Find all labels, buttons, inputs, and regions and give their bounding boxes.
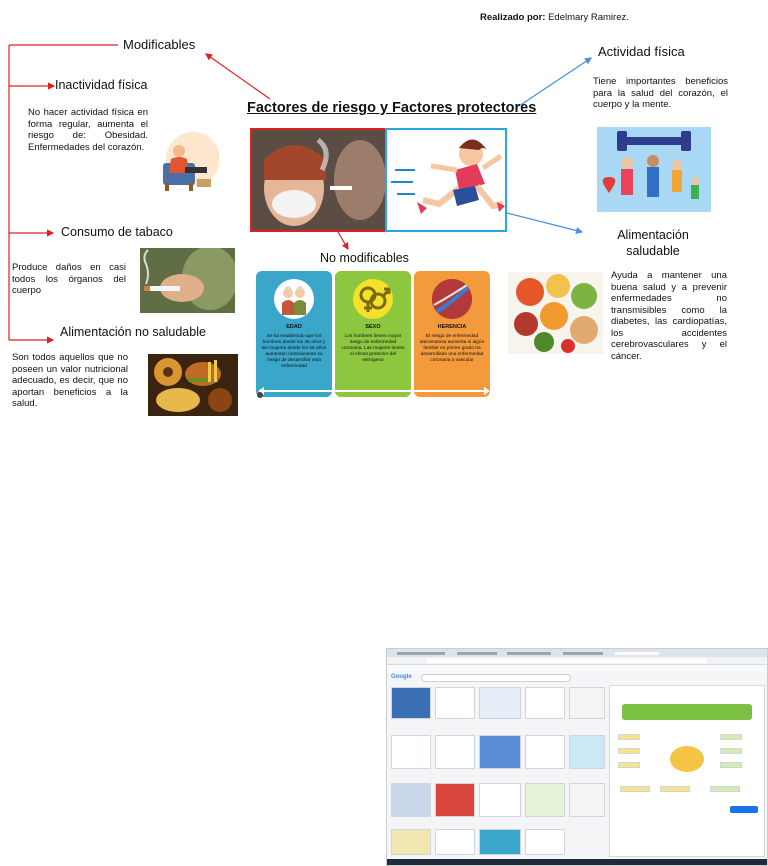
author-name: Edelmary Ramirez. [548,12,629,23]
couch-person-illustration [157,123,219,193]
panel-edad [256,271,332,397]
no-modificables-heading: No modificables [320,251,409,265]
actividad-text: Tiene importantes beneficios para la salud del corazón, el cuerpo y la mente. [593,76,728,110]
google-logo: Google [391,674,412,680]
smoking-people-photo [250,128,387,232]
panel-sexo-title: SEXO [365,324,381,330]
browser-tabbar [387,649,768,657]
browser-bookmarks-bar [387,665,768,673]
arrow-to-modificables [206,54,270,99]
alimentacion-saludable-title: Alimentación saludable [617,228,689,258]
tabaco-title: Consumo de tabaco [61,225,173,239]
taskbar [387,859,768,866]
arrow-to-no-modificables [338,232,348,249]
author-label: Realizado por: [480,12,546,23]
running-woman-illustration [385,128,507,232]
fitness-family-illustration [597,127,711,212]
modificables-heading: Modificables [123,37,196,52]
main-title: Factores de riesgo y Factores protectores [247,100,537,116]
alimentacion-no-text: Son todos aquellos que no poseen un valor nutricional adecuado, es decir, que no aportan beneficios a la salud. [12,352,128,409]
visit-button[interactable] [730,806,758,813]
image-search-box[interactable] [421,674,571,682]
panel-edad-text: Se ha establecido que los hombres desde los 45 años y las mujeres desde los 55 años aumentan notoriamente su riesgo de desarrollar esta enfermedad [261,334,327,369]
arrow-to-actividad [519,58,591,106]
smoking-hand-photo [140,248,235,313]
junk-food-photo [148,354,238,416]
panel-sexo [335,271,411,397]
panel-sexo-text: Los hombres tienen mayor riesgo de enfermedad coronaria. Las mujeres tienen el efecto protector del estrógeno [341,334,405,363]
central-image [250,128,507,232]
author-line [480,12,629,23]
browser-screenshot [386,648,768,866]
image-preview-panel [609,685,765,857]
panel-edad-title: EDAD [286,324,302,330]
panels-double-arrow [254,384,494,398]
alimentacion-saludable-text: Ayuda a mantener una buena salud y a prevenir enfermedades no transmisibles como la diabetes, las cardiopatías, los accidentes cerebrovasculares y el cáncer. [611,270,727,362]
arrow-to-alimentacion [507,213,582,232]
elderly-couple-icon [274,279,314,319]
inactividad-title: Inactividad física [55,78,148,92]
tabaco-text: Produce daños en casi todos los órganos del cuerpo [12,262,126,296]
panel-herencia [414,271,490,397]
actividad-title: Actividad física [598,44,685,59]
dna-strand-icon [432,279,472,319]
healthy-food-photo [508,272,603,354]
browser-address-bar[interactable] [387,657,768,665]
panel-herencia-title: HERENCIA [437,324,467,330]
gender-symbols-icon [353,279,393,319]
panel-herencia-text: El riesgo de enfermedad ateromatosa aumenta si algún familiar en primer grado ha desarrollado una enfermedad coronaria o vascular [419,334,485,363]
alimentacion-no-title: Alimentación no saludable [60,325,206,339]
inactividad-text: No hacer actividad física en forma regular, aumenta el riesgo de: Obesidad. Enfermedades del corazón. [28,107,148,153]
